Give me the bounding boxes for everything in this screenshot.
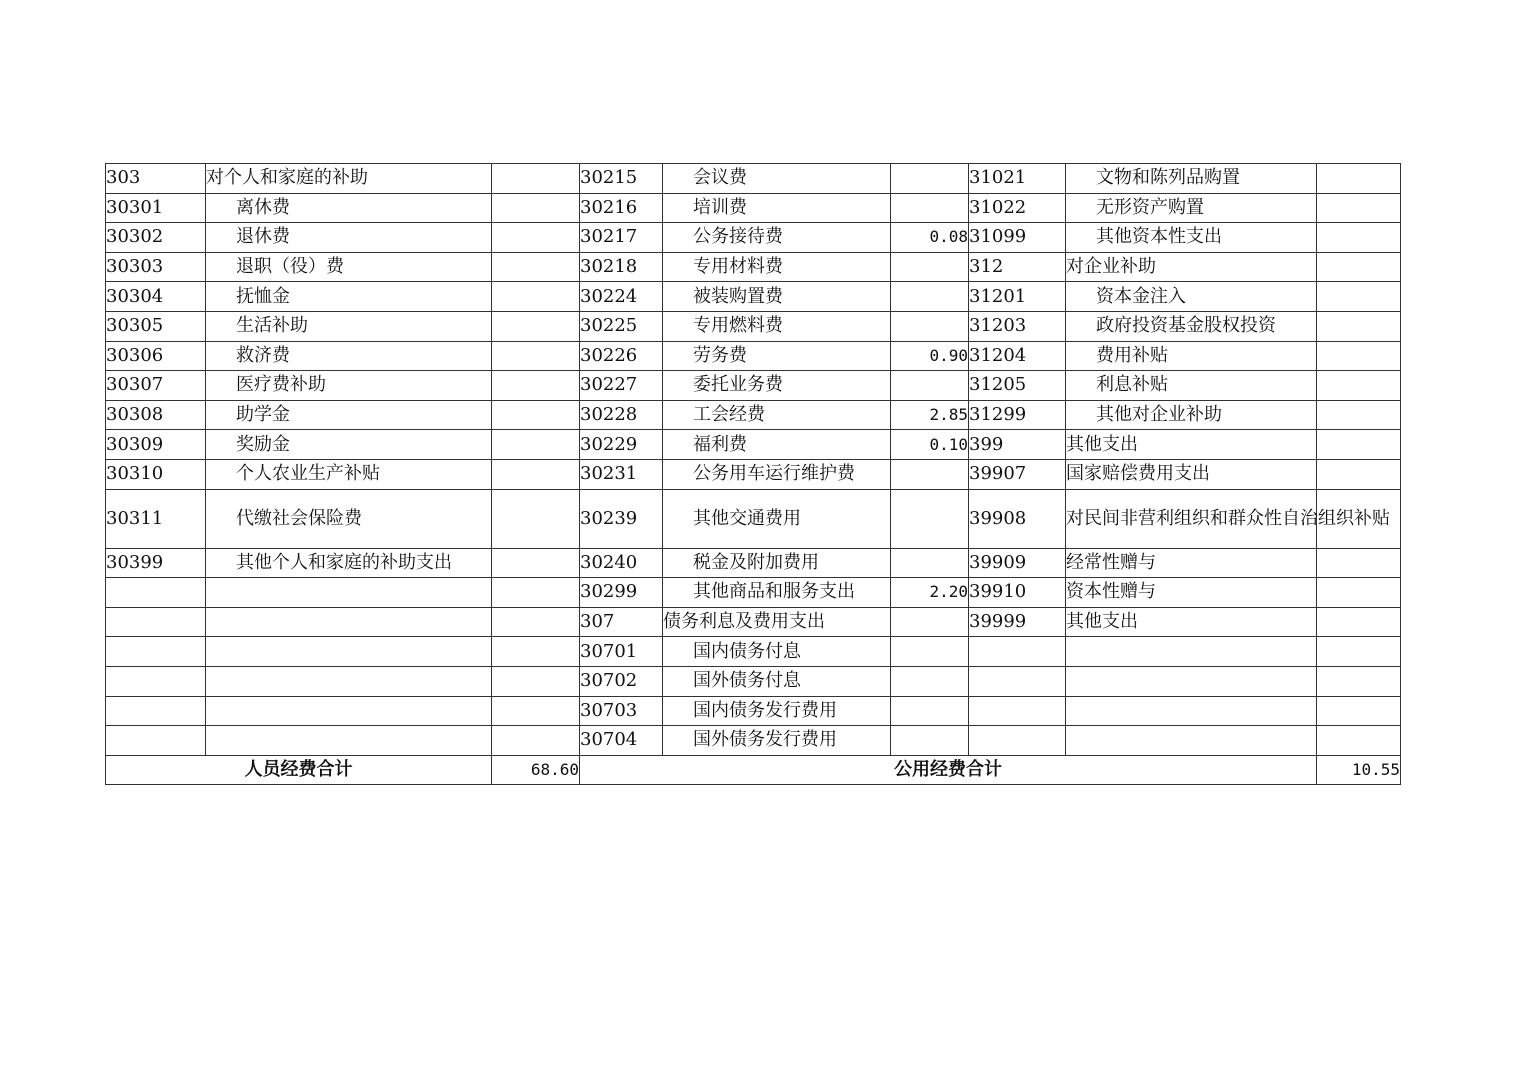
amount-cell: 2.20	[891, 578, 969, 608]
table-row	[106, 489, 1401, 548]
code-cell: 39910	[969, 578, 1066, 608]
code-cell	[106, 607, 206, 637]
item-name-cell: 国家赔偿费用支出	[1066, 459, 1317, 489]
code-cell: 30307	[106, 371, 206, 401]
item-name-cell: 其他交通费用	[663, 489, 891, 548]
code-cell	[106, 696, 206, 726]
amount-cell	[492, 489, 580, 548]
code-cell: 30224	[580, 282, 663, 312]
code-cell: 39908	[969, 489, 1066, 548]
table-row	[106, 252, 1401, 282]
amount-cell	[492, 164, 580, 194]
item-name-cell: 资本金注入	[1066, 282, 1317, 312]
code-cell: 30239	[580, 489, 663, 548]
item-name-cell: 对企业补助	[1066, 252, 1317, 282]
table-row	[106, 726, 1401, 756]
item-name-cell: 经常性赠与	[1066, 548, 1317, 578]
code-cell: 30304	[106, 282, 206, 312]
amount-cell	[891, 548, 969, 578]
item-name-cell: 被装购置费	[663, 282, 891, 312]
item-name-cell	[206, 578, 492, 608]
code-cell: 30226	[580, 341, 663, 371]
code-cell: 30301	[106, 193, 206, 223]
item-name-cell: 文物和陈列品购置	[1066, 164, 1317, 194]
amount-cell: 2.85	[891, 400, 969, 430]
table-row	[106, 666, 1401, 696]
item-name-cell: 其他商品和服务支出	[663, 578, 891, 608]
code-cell: 399	[969, 430, 1066, 460]
table-row	[106, 164, 1401, 194]
item-name-cell: 利息补贴	[1066, 371, 1317, 401]
amount-cell	[492, 666, 580, 696]
amount-cell	[1317, 341, 1401, 371]
code-cell: 30308	[106, 400, 206, 430]
table-row	[106, 548, 1401, 578]
table-row	[106, 696, 1401, 726]
item-name-cell: 对个人和家庭的补助	[206, 164, 492, 194]
table-row	[106, 223, 1401, 253]
amount-cell	[1317, 430, 1401, 460]
amount-cell	[492, 341, 580, 371]
code-cell	[969, 726, 1066, 756]
item-name-cell: 抚恤金	[206, 282, 492, 312]
code-cell: 31203	[969, 311, 1066, 341]
code-cell: 30216	[580, 193, 663, 223]
code-cell: 30227	[580, 371, 663, 401]
code-cell: 30299	[580, 578, 663, 608]
table-row	[106, 341, 1401, 371]
amount-cell	[492, 726, 580, 756]
item-name-cell: 会议费	[663, 164, 891, 194]
amount-cell	[1317, 282, 1401, 312]
table-row	[106, 371, 1401, 401]
amount-cell	[492, 637, 580, 667]
amount-cell	[891, 726, 969, 756]
item-name-cell	[1066, 696, 1317, 726]
amount-cell	[492, 548, 580, 578]
code-cell	[106, 578, 206, 608]
item-name-cell: 奖励金	[206, 430, 492, 460]
table-row	[106, 400, 1401, 430]
table-row	[106, 311, 1401, 341]
amount-cell	[1317, 400, 1401, 430]
item-name-cell: 政府投资基金股权投资	[1066, 311, 1317, 341]
amount-cell: 0.08	[891, 223, 969, 253]
item-name-cell: 劳务费	[663, 341, 891, 371]
item-name-cell: 其他资本性支出	[1066, 223, 1317, 253]
code-cell: 30215	[580, 164, 663, 194]
totals-row	[106, 755, 1401, 785]
item-name-cell: 公务接待费	[663, 223, 891, 253]
amount-cell	[891, 282, 969, 312]
amount-cell	[492, 311, 580, 341]
code-cell: 30240	[580, 548, 663, 578]
code-cell	[969, 696, 1066, 726]
amount-cell	[891, 311, 969, 341]
amount-cell: 0.90	[891, 341, 969, 371]
code-cell: 39909	[969, 548, 1066, 578]
table-body	[106, 164, 1401, 756]
amount-cell	[891, 193, 969, 223]
table-row	[106, 193, 1401, 223]
table-row	[106, 282, 1401, 312]
code-cell: 39999	[969, 607, 1066, 637]
public-total-label: 公用经费合计	[580, 755, 1317, 785]
amount-cell	[492, 578, 580, 608]
amount-cell	[492, 430, 580, 460]
code-cell: 31021	[969, 164, 1066, 194]
item-name-cell	[1066, 726, 1317, 756]
amount-cell	[492, 223, 580, 253]
code-cell: 30399	[106, 548, 206, 578]
amount-cell	[891, 459, 969, 489]
table-row	[106, 607, 1401, 637]
item-name-cell: 生活补助	[206, 311, 492, 341]
table-row	[106, 578, 1401, 608]
item-name-cell: 专用材料费	[663, 252, 891, 282]
item-name-cell: 代缴社会保险费	[206, 489, 492, 548]
code-cell: 30229	[580, 430, 663, 460]
amount-cell	[1317, 548, 1401, 578]
item-name-cell: 其他支出	[1066, 607, 1317, 637]
amount-cell	[891, 164, 969, 194]
code-cell: 307	[580, 607, 663, 637]
item-name-cell: 国外债务付息	[663, 666, 891, 696]
item-name-cell	[206, 666, 492, 696]
expense-table	[105, 163, 1401, 785]
amount-cell	[1317, 666, 1401, 696]
item-name-cell: 救济费	[206, 341, 492, 371]
amount-cell	[492, 282, 580, 312]
amount-cell	[1317, 637, 1401, 667]
code-cell: 30302	[106, 223, 206, 253]
code-cell: 30305	[106, 311, 206, 341]
table-row	[106, 637, 1401, 667]
code-cell: 31022	[969, 193, 1066, 223]
amount-cell	[492, 696, 580, 726]
item-name-cell: 公务用车运行维护费	[663, 459, 891, 489]
amount-cell	[1317, 164, 1401, 194]
code-cell	[969, 666, 1066, 696]
amount-cell	[891, 696, 969, 726]
amount-cell	[1317, 311, 1401, 341]
item-name-cell: 专用燃料费	[663, 311, 891, 341]
amount-cell	[1317, 193, 1401, 223]
personnel-total-label: 人员经费合计	[106, 755, 492, 785]
item-name-cell: 委托业务费	[663, 371, 891, 401]
item-name-cell	[1066, 666, 1317, 696]
code-cell: 30218	[580, 252, 663, 282]
public-total-value: 10.55	[1317, 755, 1401, 785]
item-name-cell: 福利费	[663, 430, 891, 460]
amount-cell	[1317, 607, 1401, 637]
code-cell: 30303	[106, 252, 206, 282]
item-name-cell: 离休费	[206, 193, 492, 223]
item-name-cell	[206, 637, 492, 667]
amount-cell	[1317, 459, 1401, 489]
code-cell: 31299	[969, 400, 1066, 430]
code-cell: 30703	[580, 696, 663, 726]
item-name-cell: 资本性赠与	[1066, 578, 1317, 608]
item-name-cell: 费用补贴	[1066, 341, 1317, 371]
item-name-cell	[206, 726, 492, 756]
code-cell	[969, 637, 1066, 667]
code-cell: 30309	[106, 430, 206, 460]
item-name-cell: 对民间非营利组织和群众性自治组织补贴	[1066, 489, 1317, 548]
amount-cell	[492, 193, 580, 223]
item-name-cell: 工会经费	[663, 400, 891, 430]
amount-cell	[891, 252, 969, 282]
table-row	[106, 459, 1401, 489]
item-name-cell: 退职（役）费	[206, 252, 492, 282]
amount-cell	[1317, 696, 1401, 726]
amount-cell	[891, 607, 969, 637]
code-cell: 31201	[969, 282, 1066, 312]
amount-cell	[1317, 578, 1401, 608]
code-cell: 30228	[580, 400, 663, 430]
item-name-cell: 其他支出	[1066, 430, 1317, 460]
amount-cell	[1317, 223, 1401, 253]
item-name-cell: 债务利息及费用支出	[663, 607, 891, 637]
item-name-cell	[1066, 637, 1317, 667]
code-cell: 30231	[580, 459, 663, 489]
code-cell: 303	[106, 164, 206, 194]
amount-cell	[492, 400, 580, 430]
code-cell: 31204	[969, 341, 1066, 371]
item-name-cell: 其他对企业补助	[1066, 400, 1317, 430]
code-cell: 31205	[969, 371, 1066, 401]
code-cell: 30306	[106, 341, 206, 371]
amount-cell: 0.10	[891, 430, 969, 460]
code-cell	[106, 726, 206, 756]
item-name-cell: 国内债务发行费用	[663, 696, 891, 726]
code-cell: 30225	[580, 311, 663, 341]
code-cell: 30310	[106, 459, 206, 489]
item-name-cell: 国外债务发行费用	[663, 726, 891, 756]
code-cell: 31099	[969, 223, 1066, 253]
item-name-cell: 助学金	[206, 400, 492, 430]
item-name-cell: 个人农业生产补贴	[206, 459, 492, 489]
amount-cell	[891, 371, 969, 401]
code-cell: 30701	[580, 637, 663, 667]
item-name-cell: 税金及附加费用	[663, 548, 891, 578]
amount-cell	[492, 607, 580, 637]
amount-cell	[891, 489, 969, 548]
code-cell: 312	[969, 252, 1066, 282]
item-name-cell: 退休费	[206, 223, 492, 253]
code-cell: 30217	[580, 223, 663, 253]
item-name-cell	[206, 607, 492, 637]
amount-cell	[492, 252, 580, 282]
code-cell	[106, 666, 206, 696]
amount-cell	[1317, 726, 1401, 756]
item-name-cell: 培训费	[663, 193, 891, 223]
item-name-cell	[206, 696, 492, 726]
code-cell: 30702	[580, 666, 663, 696]
amount-cell	[492, 459, 580, 489]
item-name-cell: 无形资产购置	[1066, 193, 1317, 223]
code-cell: 30704	[580, 726, 663, 756]
item-name-cell: 其他个人和家庭的补助支出	[206, 548, 492, 578]
table-row	[106, 430, 1401, 460]
amount-cell	[1317, 252, 1401, 282]
code-cell	[106, 637, 206, 667]
amount-cell	[891, 666, 969, 696]
code-cell: 30311	[106, 489, 206, 548]
item-name-cell: 医疗费补助	[206, 371, 492, 401]
code-cell: 39907	[969, 459, 1066, 489]
amount-cell	[1317, 371, 1401, 401]
amount-cell	[891, 637, 969, 667]
item-name-cell: 国内债务付息	[663, 637, 891, 667]
amount-cell	[492, 371, 580, 401]
personnel-total-value: 68.60	[492, 755, 580, 785]
